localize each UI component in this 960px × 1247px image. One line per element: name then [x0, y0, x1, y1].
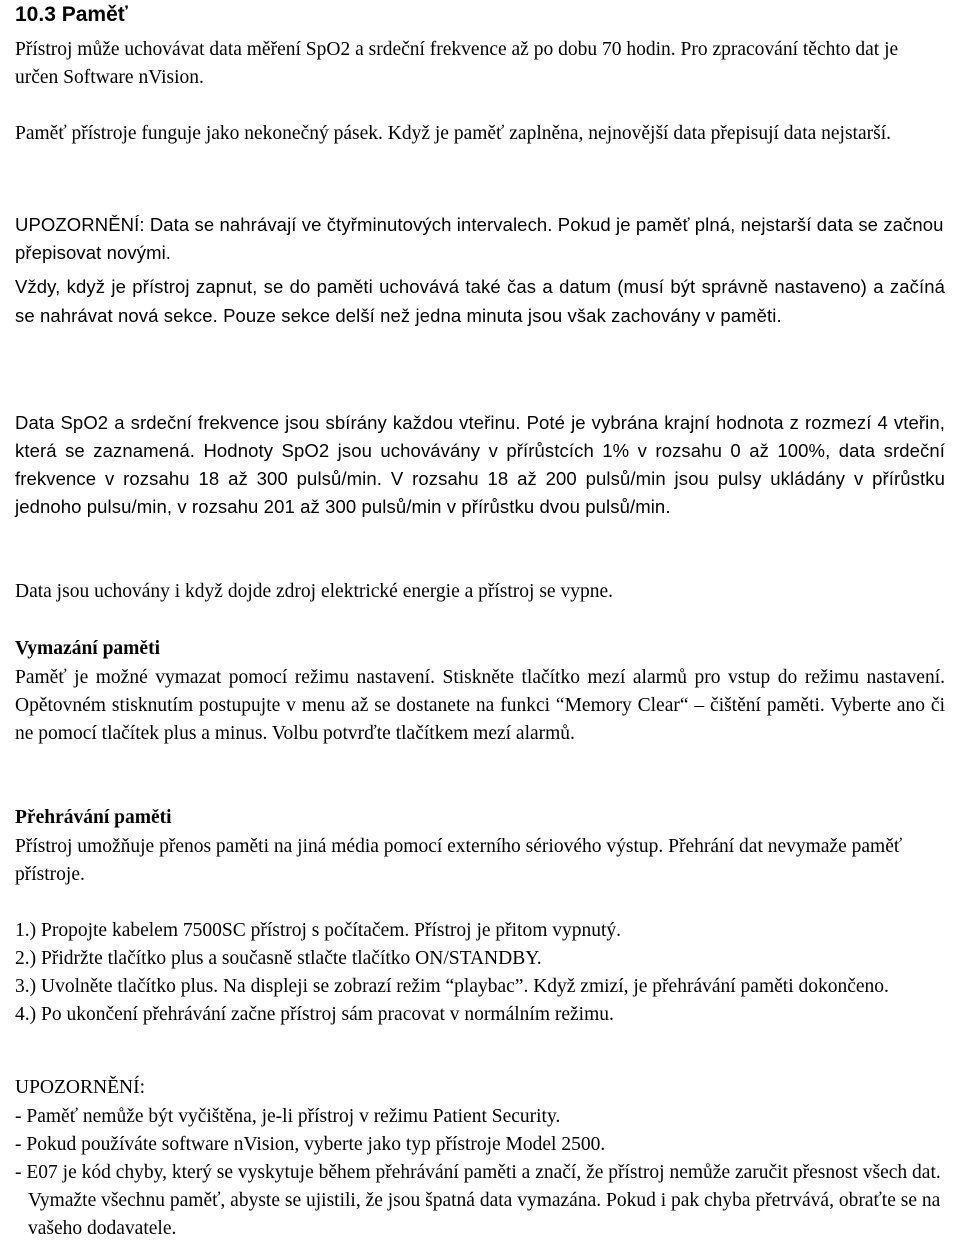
list-item: 4.) Po ukončení přehrávání začne přístroj sám pracovat v normálním režimu. — [15, 1004, 614, 1025]
list-item: 1.) Propojte kabelem 7500SC přístroj s počítačem. Přístroj je přitom vypnutý. — [15, 920, 622, 941]
paragraph-endless-tape: Paměť přístroje funguje jako nekonečný pásek. Když je paměť zaplněna, nejnovější data přepisují data nejstarší. — [15, 123, 892, 144]
paragraph-sampling: Data SpO2 a srdeční frekvence jsou sbírány každou vteřinu. Poté je vybrána krajní hodnota z rozmezí 4 vteřin, která se zaznamená. Hodnoty SpO2 jsou uchovávány v přírůstcích 1% v rozsahu 0 až 100%, data srdeční frekvence v rozsahu 18 až 300 pulsů/min. V rozsahu 18 až 200 pulsů/min jsou pulsy ukládány v přírůstku jednoho pulsu/min, v rozsahu 201 až 300 pulsů/min v přírůstku dvou pulsů/min. — [15, 412, 945, 517]
list-item: - E07 je kód chyby, který se vyskytuje během přehrávání paměti a značí, že přístroj nemůže zaručit přesnost všech dat. Vymažte všechnu paměť, abyste se ujistili, že jsou špatná data vymazána. Pokud i pak chyba přetrvává, obraťte se na vašeho dodavatele. — [15, 1162, 941, 1239]
paragraph-power-loss: Data jsou uchovány i když dojde zdroj elektrické energie a přístroj se vypne. — [15, 581, 613, 602]
paragraph-warning-interval: UPOZORNĚNÍ: Data se nahrávají ve čtyřminutových intervalech. Pokud je paměť plná, nejstarší data se začnou přepisovat novými. — [15, 214, 944, 263]
warning-list — [15, 1103, 945, 1243]
paragraph-capacity: Přístroj může uchovávat data měření SpO2 a srdeční frekvence až po dobu 70 hodin. Pro zpracování těchto dat je určen Software nVision. — [15, 39, 899, 88]
warning-heading: UPOZORNĚNÍ: — [15, 1077, 145, 1098]
paragraph-sections: Vždy, když je přístroj zapnut, se do paměti uchovává také čas a datum (musí být správně nastaveno) a začíná se nahrávat nová sekce. Pouze sekce delší než jedna minuta jsou však zachovány v paměti. — [15, 276, 945, 326]
list-item: - Paměť nemůže být vyčištěna, je-li přístroj v režimu Patient Security. — [15, 1106, 561, 1127]
subheading-playback: Přehrávání paměti — [15, 807, 172, 828]
list-item: 2.) Přidržte tlačítko plus a současně stlačte tlačítko ON/STANDBY. — [15, 948, 542, 969]
list-item: 3.) Uvolněte tlačítko plus. Na displeji se zobrazí režim “playbac”. Když zmizí, je přehrávání paměti dokončeno. — [15, 976, 889, 997]
section-heading: 10.3 Paměť — [15, 3, 128, 26]
paragraph-playback: Přístroj umožňuje přenos paměti na jiná média pomocí externího sériového výstup. Přehrání dat nevymaže paměť přístroje. — [15, 836, 903, 885]
list-item: - Pokud používáte software nVision, vyberte jako typ přístroje Model 2500. — [15, 1134, 606, 1155]
paragraph-clear-memory: Paměť je možné vymazat pomocí režimu nastavení. Stiskněte tlačítko mezí alarmů pro vstup do režimu nastavení. Opětovném stisknutím postupujte v menu až se dostanete na funkci “Memory Clear“ – čištění paměti. Vyberte ano či ne pomocí tlačítek plus a minus. Volbu potvrďte tlačítkem mezí alarmů. — [15, 667, 945, 744]
playback-steps-list — [15, 917, 945, 1029]
subheading-clear-memory: Vymazání paměti — [15, 638, 160, 659]
